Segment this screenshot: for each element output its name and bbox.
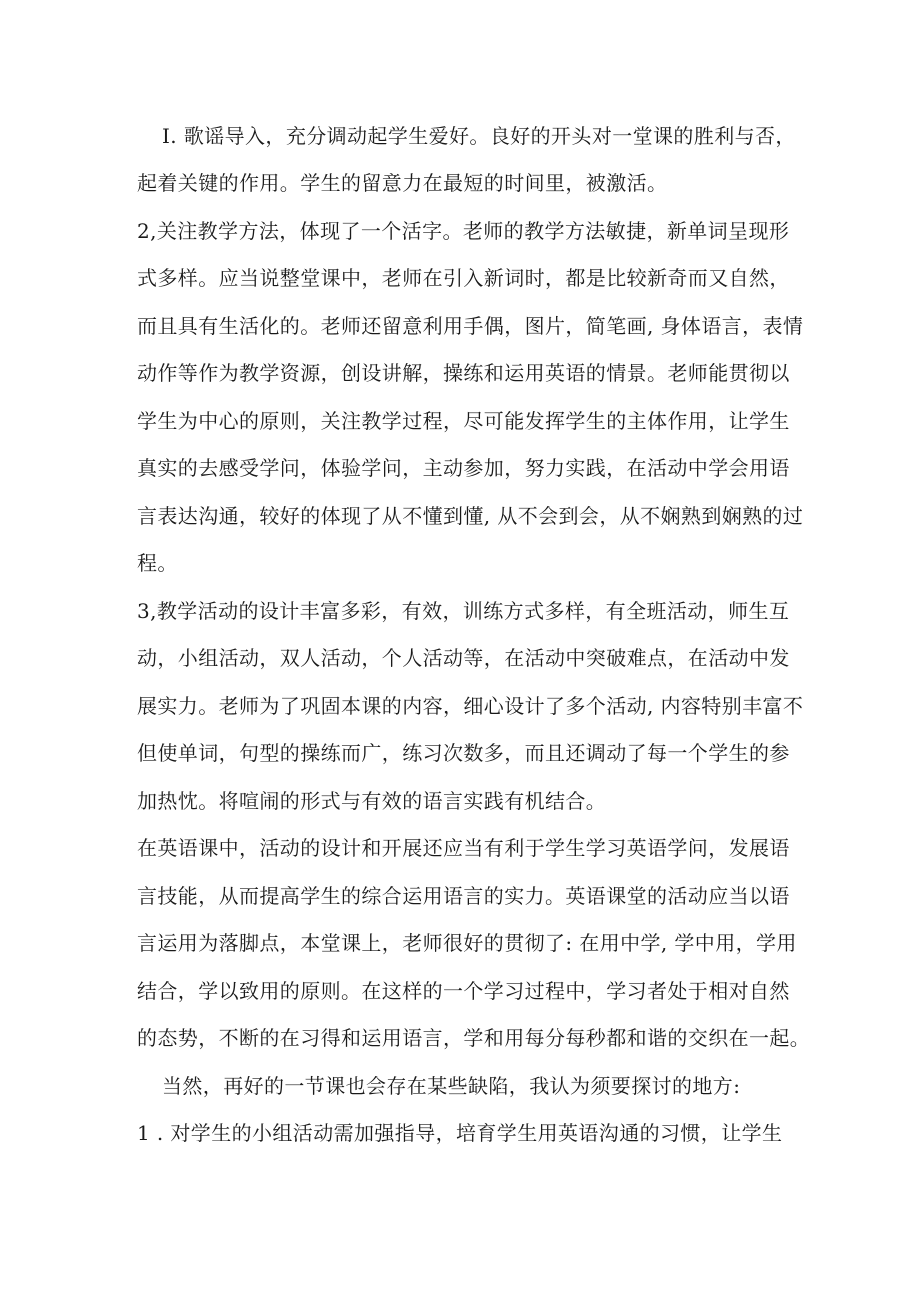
text-line: 的态势，不断的在习得和运用语言，学和用每分每秒都和谐的交织在一起。 [137,1026,811,1050]
text-line: 起着关键的作用。学生的留意力在最短的时间里，被激活。 [137,171,668,195]
text-line: 言技能，从而提高学生的综合运用语言的实力。英语课堂的活动应当以语 [137,884,790,908]
text-line: 学生为中心的原则，关注教学过程，尽可能发挥学生的主体作用，让学生 [137,409,790,433]
text-line: 动，小组活动，双人活动，个人活动等，在活动中突破难点，在活动中发 [137,646,790,670]
text-line: 2,关注教学方法，体现了一个活字。老师的教学方法敏捷，新单词呈现形 [137,219,790,243]
text-line: 程。 [137,551,178,575]
text-line: 但使单词，句型的操练而广，练习次数多，而且还调动了每一个学生的参 [137,741,790,765]
text-line: 当然，再好的一节课也会存在某些缺陷，我认为须要探讨的地方: [162,1074,741,1098]
text-line: I. 歌谣导入，充分调动起学生爱好。良好的开头对一堂课的胜利与否， [162,124,796,148]
text-line: 言表达沟通，较好的体现了从不懂到懂, 从不会到会，从不娴熟到娴熟的过 [137,504,804,528]
text-line: 结合，学以致用的原则。在这样的一个学习过程中，学习者处于相对自然 [137,979,790,1003]
text-line: 言运用为落脚点，本堂课上，老师很好的贯彻了: 在用中学, 学中用，学用 [137,931,797,955]
text-line: 加热忱。将喧闹的形式与有效的语言实践有机结合。 [137,789,607,813]
text-line: 式多样。应当说整堂课中，老师在引入新词时，都是比较新奇而又自然， [137,266,790,290]
text-line: 在英语课中，活动的设计和开展还应当有利于学生学习英语学问，发展语 [137,836,790,860]
text-line: 1 . 对学生的小组活动需加强指导，培育学生用英语沟通的习惯，让学生 [137,1121,783,1145]
text-line: 真实的去感受学问，体验学问，主动参加，努力实践，在活动中学会用语 [137,456,790,480]
text-line: 展实力。老师为了巩固本课的内容，细心设计了多个活动, 内容特别丰富不 [137,694,804,718]
text-line: 3,教学活动的设计丰富多彩，有效，训练方式多样，有全班活动，师生互 [137,599,790,623]
text-line: 而且具有生活化的。老师还留意利用手偶，图片，简笔画, 身体语言，表情 [137,314,804,338]
text-line: 动作等作为教学资源，创设讲解，操练和运用英语的情景。老师能贯彻以 [137,361,790,385]
